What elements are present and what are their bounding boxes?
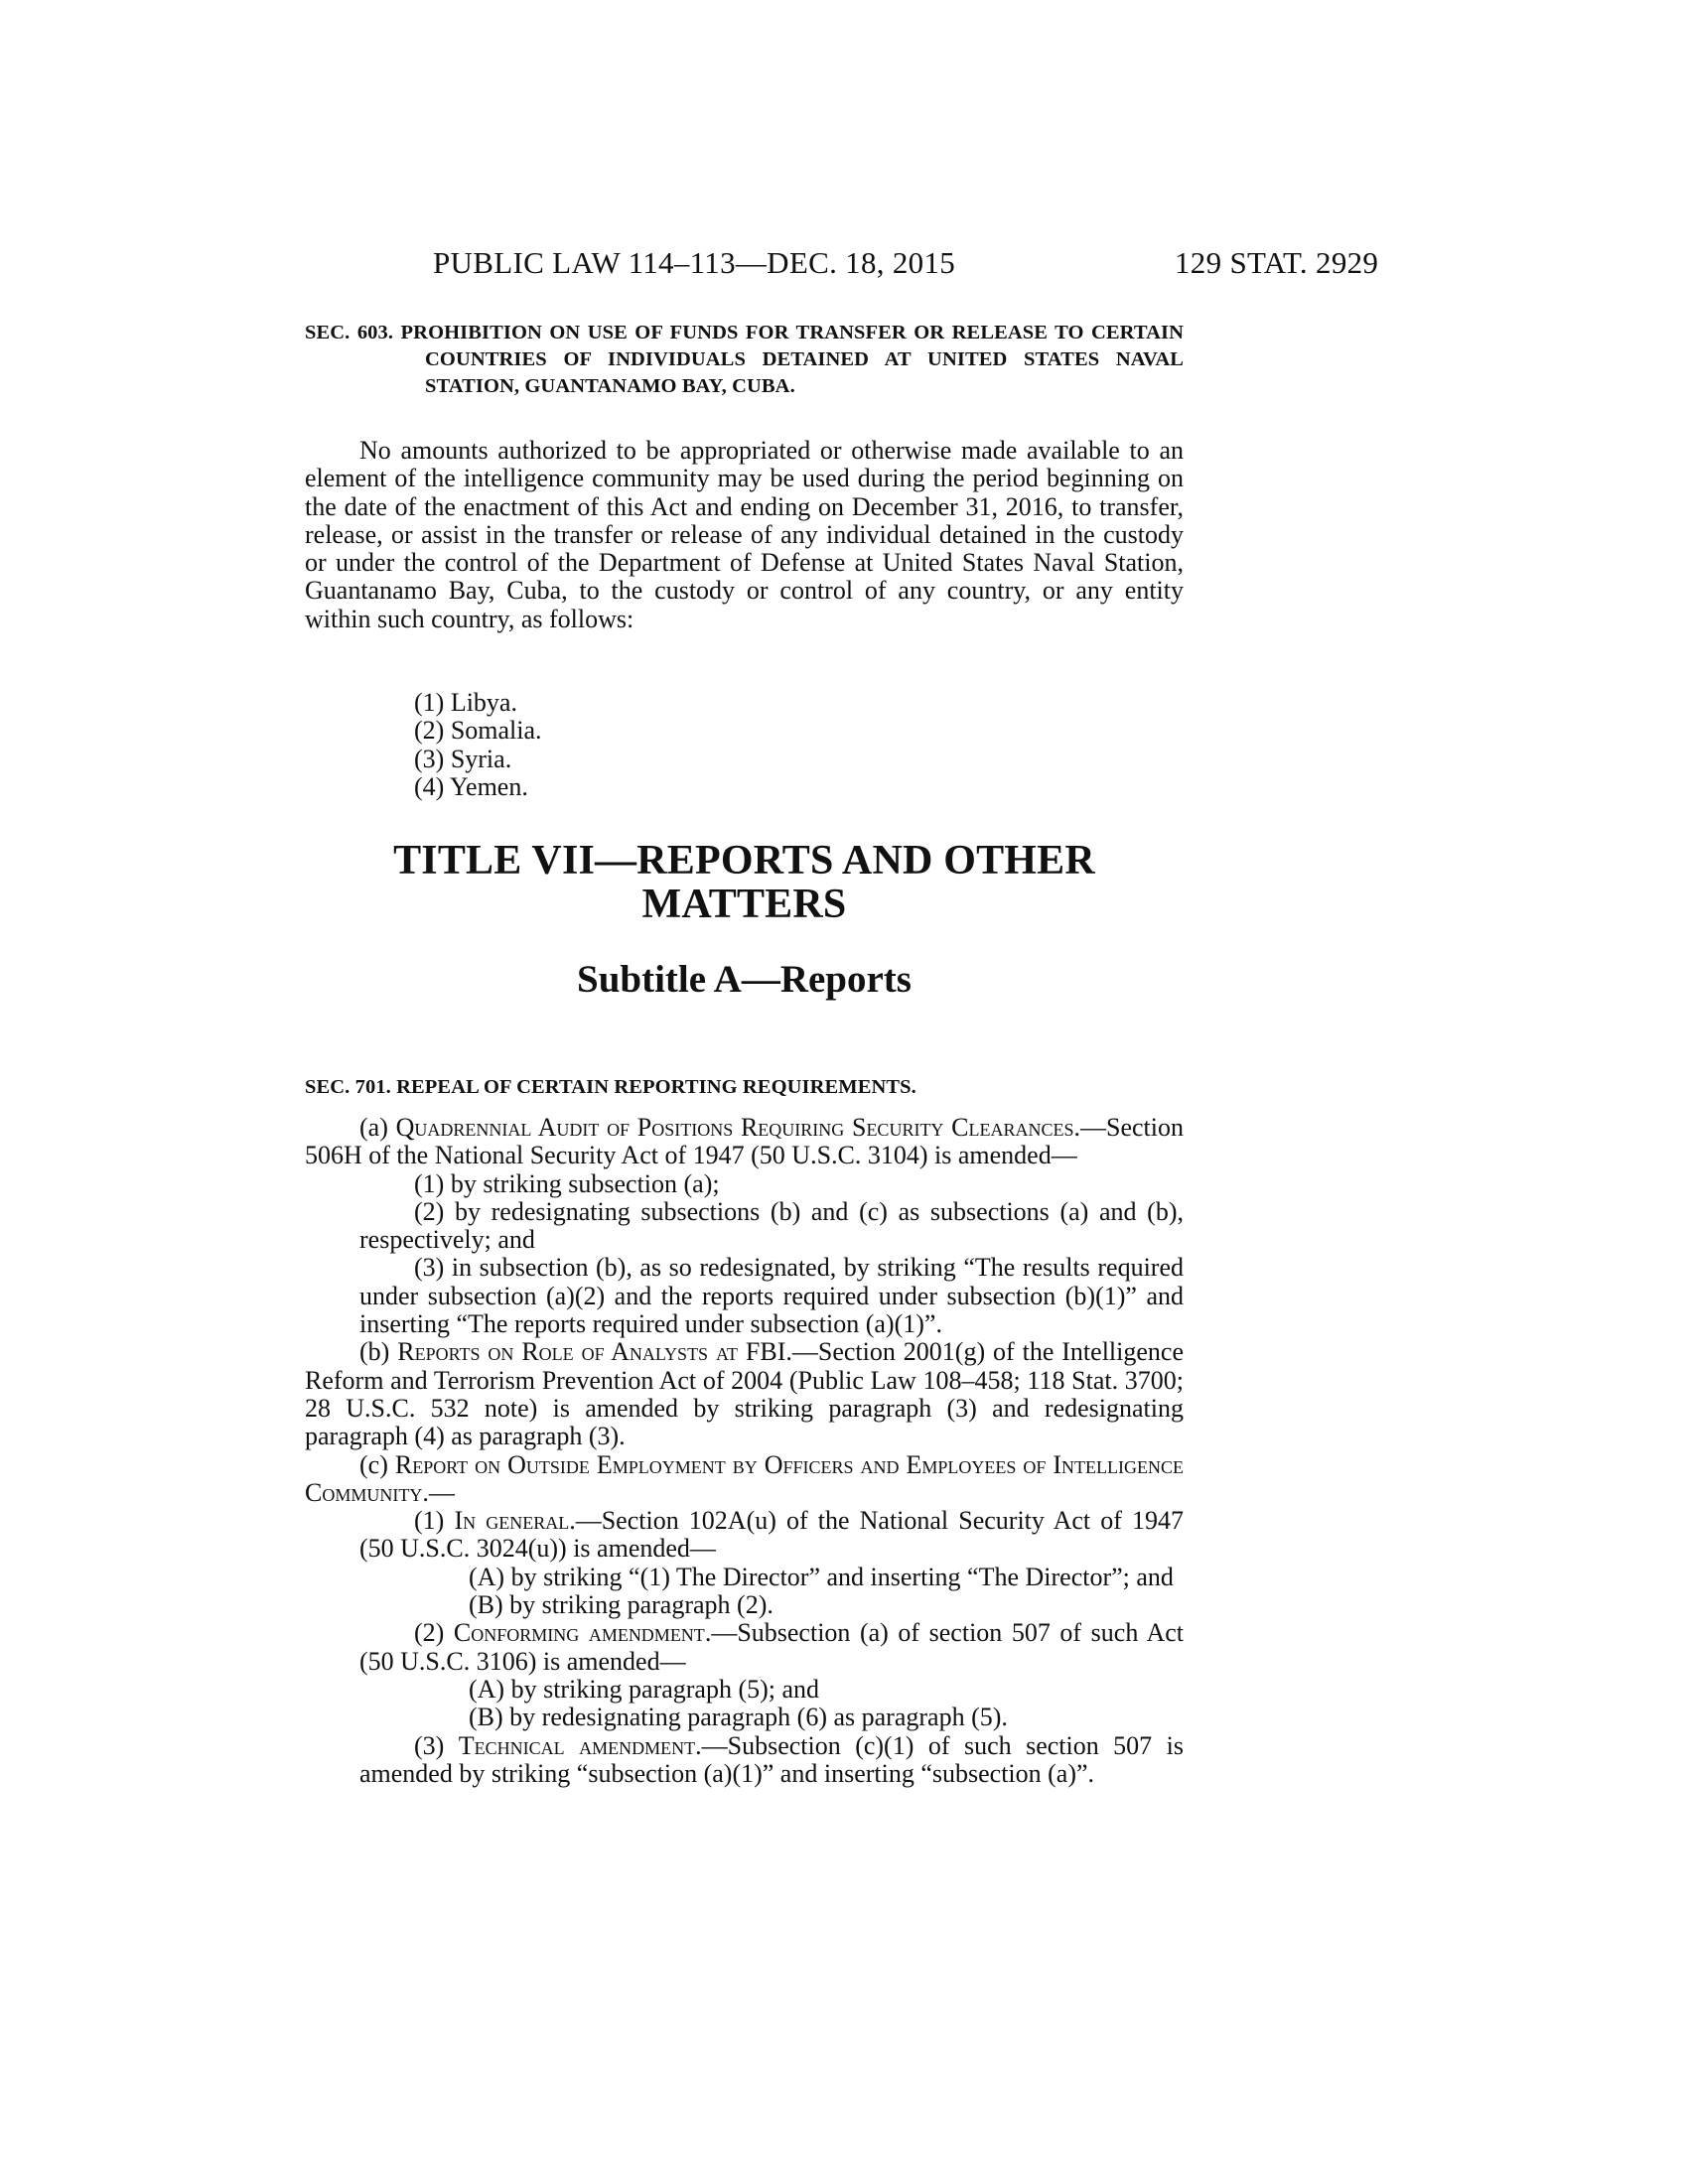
subsection-c-label: (c) — [359, 1449, 395, 1479]
subparagraph-c2B: (B) by redesignating paragraph (6) as paragraph (5). — [469, 1703, 1008, 1732]
subsection-b-text: .—Section 2001(g) of the Intelligence Reform and Terrorism Prevention Act of 2004 (Public Law 108–458; 118 Stat. 3700; 28 U.S.C. 532 note) is amended by striking paragraph (3) and redesignating paragraph (4) as paragraph (3). — [305, 1337, 1184, 1451]
subsection-a-text: .—Section 506H of the National Security Act of 1947 (50 U.S.C. 3104) is amended— — [305, 1113, 1184, 1170]
title-vii-line-1: TITLE VII—REPORTS AND OTHER — [393, 838, 1095, 884]
paragraph-c2 — [305, 1619, 1184, 1676]
subparagraph-c2A: (A) by striking paragraph (5); and — [469, 1674, 820, 1704]
paragraph-c3 — [305, 1732, 1184, 1789]
subsection-c-text: .— — [422, 1477, 455, 1507]
section-603-country-list — [414, 689, 542, 801]
list-item: (1) Libya. — [414, 688, 517, 717]
paragraph-c2-label: (2) — [414, 1618, 454, 1648]
paragraph-a1: (1) by striking subsection (a); — [414, 1168, 720, 1198]
section-603-number: SEC. 603. — [305, 322, 394, 343]
subparagraph-c1B: (B) by striking paragraph (2). — [469, 1590, 774, 1620]
subparagraph-c1A: (A) by striking “(1) The Director” and inserting “The Director”; and — [469, 1562, 1174, 1591]
section-603-title: PROHIBITION ON USE OF FUNDS FOR TRANSFER OR RELEASE TO CERTAIN COUNTRIES OF INDIVIDUALS DETAINED AT UNITED STATES NAVAL STATION, GUANTANAMO BAY, CUBA. — [400, 322, 1184, 397]
list-item: (4) Yemen. — [414, 771, 528, 801]
paragraph-c3-caption: Technical amendment — [458, 1730, 696, 1760]
subsection-b-caption: Reports on Role of Analysts at FBI — [397, 1337, 786, 1367]
list-item: (2) Somalia. — [414, 716, 542, 746]
subsection-b-label: (b) — [359, 1337, 398, 1367]
section-603-body: No amounts authorized to be appropriated or otherwise made available to an element of the intelligence community may be used during the period beginning on the date of the enactment of this Act and ending on December 31, 2016, to transfer, release, or assist in the transfer or release of any individual detained in the custody or under the control of the Department of Defense at United States Naval Station, Guantanamo Bay, Cuba, to the custody or control of any country, or any entity within such country, as follows: — [305, 436, 1184, 633]
paragraph-c1-text: .—Section 102A(u) of the National Security Act of 1947 (50 U.S.C. 3024(u)) is amended— — [359, 1506, 1184, 1564]
section-603-heading — [305, 320, 1184, 400]
paragraph-c1-label: (1) — [414, 1506, 455, 1536]
subsection-a-label: (a) — [359, 1113, 396, 1142]
subsection-a-caption: Quadrennial Audit of Positions Requiring Security Clearances — [395, 1113, 1074, 1142]
subsection-c — [305, 1451, 1184, 1508]
section-701-heading: SEC. 701. REPEAL OF CERTAIN REPORTING REQUIREMENTS. — [305, 1076, 916, 1098]
paragraph-c2-text: .—Subsection (a) of section 507 of such Act (50 U.S.C. 3106) is amended— — [359, 1618, 1184, 1676]
subsection-c-caption: Report on Outside Employment by Officers and Employees of Intelligence Community — [305, 1449, 1185, 1507]
running-header-title: PUBLIC LAW 114–113—DEC. 18, 2015 — [433, 245, 956, 280]
paragraph-c3-label: (3) — [414, 1730, 459, 1760]
paragraph-c1-caption: In general — [454, 1506, 570, 1536]
paragraph-a3: (3) in subsection (b), as so redesignated, by striking “The results required under subsection (a)(2) and the reports required under subsection (b)(1)” and inserting “The reports required under subsection (a)(1)”. — [359, 1253, 1184, 1339]
subsection-a — [305, 1114, 1184, 1170]
paragraph-c1 — [305, 1507, 1184, 1564]
title-vii-heading — [305, 839, 1184, 926]
title-vii-line-2: MATTERS — [641, 882, 847, 927]
running-header-stat-page: 129 STAT. 2929 — [1175, 245, 1379, 280]
section-701-body — [305, 1114, 1184, 1788]
subsection-b — [305, 1338, 1184, 1450]
paragraph-a2: (2) by redesignating subsections (b) and (c) as subsections (a) and (b), respectively; and — [359, 1196, 1184, 1255]
paragraph-c2-caption: Conforming amendment — [453, 1618, 705, 1648]
subtitle-a-heading: Subtitle A—Reports — [577, 958, 912, 1001]
list-item: (3) Syria. — [414, 744, 512, 773]
paragraph-c3-text: .—Subsection (c)(1) of such section 507 is amended by striking “subsection (a)(1)” and inserting “subsection (a)”. — [359, 1730, 1184, 1788]
